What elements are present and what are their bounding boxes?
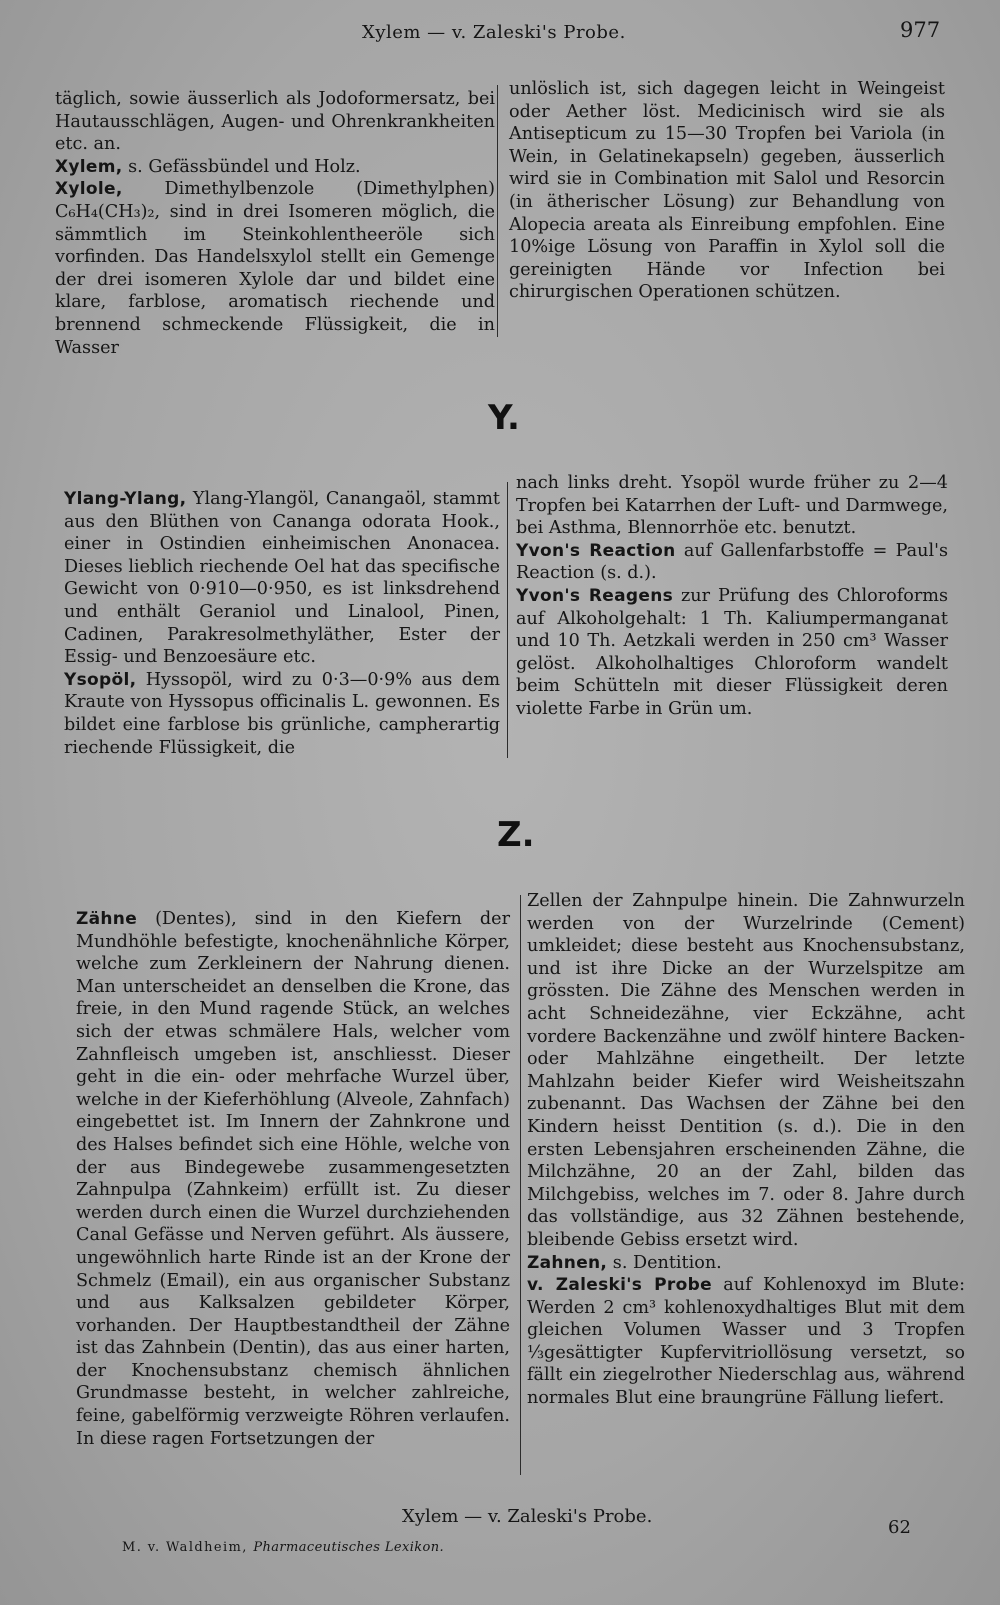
column-divider xyxy=(497,85,498,337)
entry-xylem: Xylem, s. Gefässbündel und Holz. xyxy=(55,156,361,177)
footer-title: Xylem — v. Zaleski's Probe. xyxy=(402,1506,653,1527)
section-x-left-column xyxy=(55,88,495,359)
paragraph: unlöslich ist, sich dagegen leicht in Weingeist oder Aether löst. Medicinisch wird sie als Antisepticum zu 15—30 Tropfen bei Variola (in Wein, in Gelatinekapseln) gegeben, äusserlich wird sie in Combination mit Salol und Resorcin (in ätherischer Lösung) zur Behandlung von Alopecia areata als Einreibung empfohlen. Eine 10%ige Lösung von Paraffin in Xylol soll die gereinigten Hände vor Infection bei chirurgischen Operationen schützen. xyxy=(509,79,945,303)
entry-term: v. Zaleski's Probe xyxy=(527,1275,712,1296)
entry-term: Ylang-Ylang, xyxy=(64,489,187,509)
section-z-right-column xyxy=(527,890,965,1410)
publisher-author: M. v. Waldheim, xyxy=(122,1540,248,1555)
entry-term: Ysopöl, xyxy=(64,669,137,690)
section-y-left-column xyxy=(64,488,500,759)
paragraph: täglich, sowie äusserlich als Jodoformersatz, bei Hautausschlägen, Augen- und Ohrenkrankheiten etc. an. xyxy=(55,89,495,155)
entry-yvons-reagens: Yvon's Reagens zur Prüfung des Chloroforms auf Alkoholgehalt: 1 Th. Kaliumpermanganat und 10 Th. Aetzkali werden in 250 cm³ Wasser gelöst. Alkoholhaltiges Chloroform wandelt beim Schütteln mit dieser Flüssigkeit deren violette Farbe in Grün um. xyxy=(516,585,948,719)
entry-xylole: Xylole, Dimethylbenzole (Dimethylphen) C₆H₄(CH₃)₂, sind in drei Isomeren möglich, die sämmtlich im Steinkohlentheeröle sich vorfinden. Das Handelsxylol stellt ein Gemenge der drei isomeren Xylole dar und bildet eine klare, farblose, aromatisch riechende und brennend schmeckende Flüssigkeit, die in Wasser xyxy=(55,179,495,358)
entry-term: Yvon's Reagens xyxy=(516,585,674,606)
page-number: 977 xyxy=(900,18,941,42)
entry-yvons-reaction: Yvon's Reaction auf Gallenfarbstoffe = Paul's Reaction (s. d.). xyxy=(516,540,948,584)
running-header-title: Xylem — v. Zaleski's Probe. xyxy=(362,22,626,43)
section-letter-y: Y. xyxy=(488,398,520,438)
section-y-right-column xyxy=(516,472,948,721)
entry-zahnen: Zahnen, s. Dentition. xyxy=(527,1252,722,1273)
entry-ylang-ylang: Ylang-Ylang, Ylang-Ylangöl, Canangaöl, stammt aus den Blüthen von Cananga odorata Hook., einer in Ostindien einheimischen Anonacea. Dieses lieblich riechende Oel hat das specifische Gewicht von 0·910—0·950, es ist linksdrehend und enthält Geraniol und Linalool, Pinen, Cadinen, Parakresolmethyläther, Ester der Essig- und Benzoesäure etc. xyxy=(64,489,500,668)
section-x-right-column xyxy=(509,78,945,304)
paragraph: nach links dreht. Ysopöl wurde früher zu 2—4 Tropfen bei Katarrhen der Luft- und Darmwege, bei Asthma, Blennorrhöe etc. benutzt. xyxy=(516,473,948,539)
entry-zaehne: Zähne (Dentes), sind in den Kiefern der Mundhöhle befestigte, knochenähnliche Körper, welche zum Zerkleinern der Nahrung dienen. Man unterscheidet an denselben die Krone, das freie, in den Mund ragende Stück, an welches sich der etwas schmälere Hals, welcher vom Zahnfleisch umgeben ist, anschliesst. Dieser geht in die ein- oder mehrfache Wurzel über, welche in der Kieferhöhlung (Alveole, Zahnfach) eingebettet ist. Im Innern der Zahnkrone und des Halses befindet sich eine Höhle, welche von der aus Bindegewebe zusammengesetzten Zahnpulpa (Zahnkeim) erfüllt ist. Zu dieser werden durch einen die Wurzel durchziehenden Canal Gefässe und Nerven geführt. Als äussere, ungewöhnlich harte Rinde ist an der Krone der Schmelz (Email), ein aus organischer Substanz und aus Kalksalzen gebildeter Körper, vorhanden. Der Hauptbestandtheil der Zähne ist das Zahnbein (Dentin), das aus einer harten, der Knochensubstanz chemisch ähnlichen Grundmasse besteht, in welcher zahlreiche, feine, gabelförmig verzweigte Röhren verlaufen. In diese ragen Fortsetzungen der xyxy=(76,909,510,1449)
publisher-work: Pharmaceutisches Lexikon. xyxy=(253,1540,445,1555)
signature-mark: 62 xyxy=(888,1517,911,1538)
entry-term: Zähne xyxy=(76,909,138,929)
entry-ysopoel: Ysopöl, Hyssopöl, wird zu 0·3—0·9% aus dem Kraute von Hyssopus officinalis L. gewonnen. Es bildet eine farblose bis grünliche, campherartig riechende Flüssigkeit, die xyxy=(64,669,500,758)
entry-term: Xylem, xyxy=(55,156,123,177)
running-header xyxy=(0,18,1000,52)
entry-term: Zahnen, xyxy=(527,1252,608,1273)
entry-zaleskis-probe: v. Zaleski's Probe auf Kohlenoxyd im Blute: Werden 2 cm³ kohlenoxydhaltiges Blut mit dem gleichen Volumen Wasser und 3 Tropfen ⅓gesättigter Kupfervitriollösung versetzt, so fällt ein ziegelrother Niederschlag aus, während normales Blut eine braungrüne Fällung liefert. xyxy=(527,1275,966,1409)
entry-term: Yvon's Reaction xyxy=(516,540,676,561)
section-z-left-column xyxy=(76,908,510,1450)
paragraph: Zellen der Zahnpulpe hinein. Die Zahnwurzeln werden von der Wurzelrinde (Cement) umkleidet; diese besteht aus Knochensubstanz, und ist ihre Dicke an der Wurzelspitze am grössten. Die Zähne des Menschen werden in acht Schneidezähne, vier Eckzähne, acht vordere Backenzähne und zwölf hintere Backen- oder Mahlzähne eingetheilt. Der letzte Mahlzahn beider Kiefer wird Weisheitszahn zubenannt. Das Wachsen der Zähne bei den Kindern heisst Dentition (s. d.). Die in den ersten Lebensjahren erscheinenden Zähne, die Milchzähne, 20 an der Zahl, bilden das Milchgebiss, welches im 7. oder 8. Jahre durch das vollständige, aus 32 Zähnen bestehende, bleibende Gebiss ersetzt wird. xyxy=(527,891,965,1250)
section-letter-z: Z. xyxy=(497,815,535,855)
entry-term: Xylole, xyxy=(55,179,123,200)
column-divider xyxy=(507,482,508,758)
column-divider xyxy=(520,895,521,1475)
publisher-line xyxy=(122,1540,444,1555)
